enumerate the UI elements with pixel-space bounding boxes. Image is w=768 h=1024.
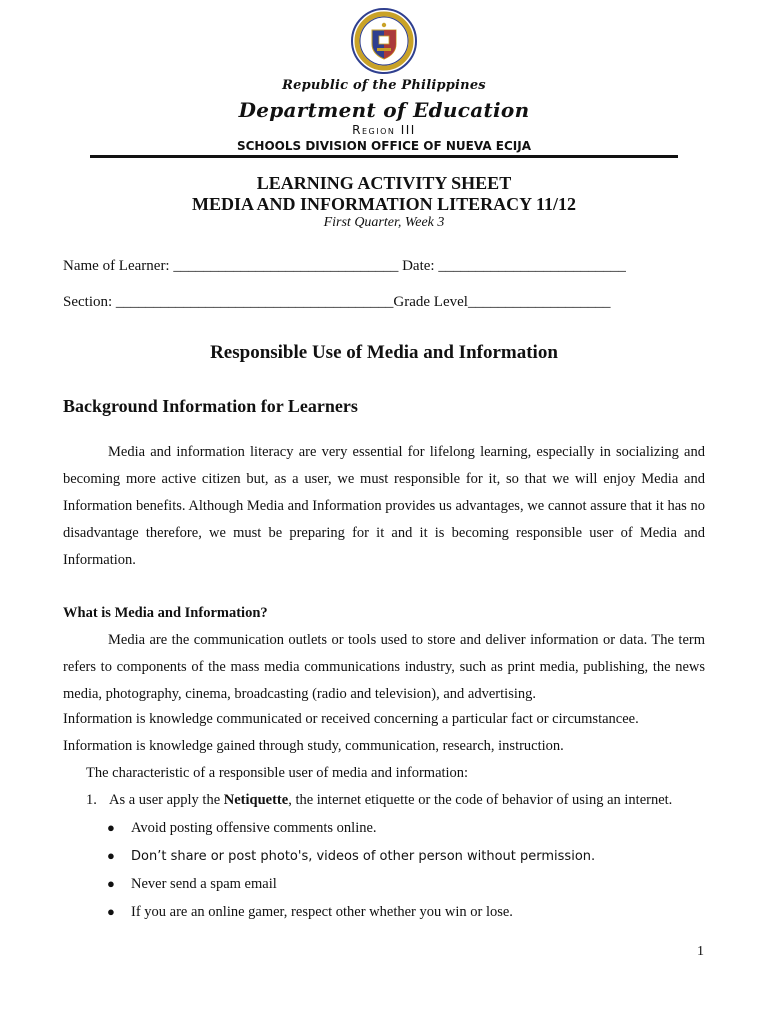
information-definition-1: Information is knowledge communicated or received concerning a particular fact or circumstancee. bbox=[63, 711, 639, 727]
bullet-item bbox=[107, 820, 377, 837]
bullet-dot-icon: ● bbox=[107, 904, 115, 919]
division-office: SCHOOLS DIVISION OFFICE OF NUEVA ECIJA bbox=[236, 139, 532, 153]
media-definition-paragraph: Media are the communication outlets or tools used to store and deliver information or data. The term refers to components of the mass media communications industry, such as print media, publishing, the news media, photography, cinema, broadcasting (radio and television), and advertising. bbox=[63, 632, 705, 702]
section-grade-field-line: Section: _____________________________________Grade Level___________________ bbox=[63, 294, 611, 310]
list-item-prefix: As a user apply the bbox=[109, 792, 224, 808]
header-divider bbox=[90, 155, 678, 158]
deped-seal-logo bbox=[351, 8, 417, 74]
bullet-dot-icon: ● bbox=[107, 820, 115, 835]
department-name: Department of Education bbox=[238, 98, 530, 122]
netiquette-term: Netiquette bbox=[223, 792, 289, 808]
page-number: 1 bbox=[697, 944, 704, 959]
intro-paragraph: Media and information literacy are very essential for lifelong learning, especially in socializing and becoming more active citizen but, as a user, we must responsible for it, so that we will enjoy Media and Information benefits. Although Media and Information provides us advantages, we cannot assure that it has no disadvantage therefore, we must be preparing for it and it is becoming responsible user of Media and Information. bbox=[63, 444, 705, 568]
subject-title: MEDIA AND INFORMATION LITERACY 11/12 bbox=[191, 194, 577, 214]
information-definition-2: Information is knowledge gained through study, communication, research, instruction. bbox=[63, 738, 564, 754]
list-number: 1. bbox=[86, 792, 97, 808]
sheet-title: LEARNING ACTIVITY SHEET bbox=[256, 173, 512, 193]
bullet-item bbox=[107, 848, 595, 865]
background-heading: Background Information for Learners bbox=[63, 396, 358, 416]
region-label: Region III bbox=[352, 123, 416, 137]
name-date-field-line: Name of Learner: ______________________________ Date: _________________________ bbox=[63, 258, 626, 274]
bullet-text: Never send a spam email bbox=[131, 876, 277, 892]
bullet-text: If you are an online gamer, respect other whether you win or lose. bbox=[131, 904, 513, 920]
quarter-week: First Quarter, Week 3 bbox=[323, 215, 445, 230]
bullet-text: Don’t share or post photo's, videos of other person without permission. bbox=[131, 849, 596, 864]
bullet-text: Avoid posting offensive comments online. bbox=[131, 820, 377, 836]
bullet-dot-icon: ● bbox=[107, 876, 115, 891]
seal-emblem-icon bbox=[351, 8, 417, 74]
bullet-item bbox=[107, 904, 513, 921]
question-heading: What is Media and Information? bbox=[63, 605, 268, 621]
characteristic-intro: The characteristic of a responsible user of media and information: bbox=[86, 765, 469, 781]
republic-line: Republic of the Philippines bbox=[282, 78, 486, 93]
bullet-item bbox=[107, 876, 277, 893]
list-item bbox=[86, 792, 672, 809]
bullet-dot-icon: ● bbox=[107, 848, 115, 863]
lesson-heading: Responsible Use of Media and Information bbox=[210, 342, 558, 363]
list-item-suffix: , the internet etiquette or the code of behavior of using an internet. bbox=[288, 792, 673, 808]
